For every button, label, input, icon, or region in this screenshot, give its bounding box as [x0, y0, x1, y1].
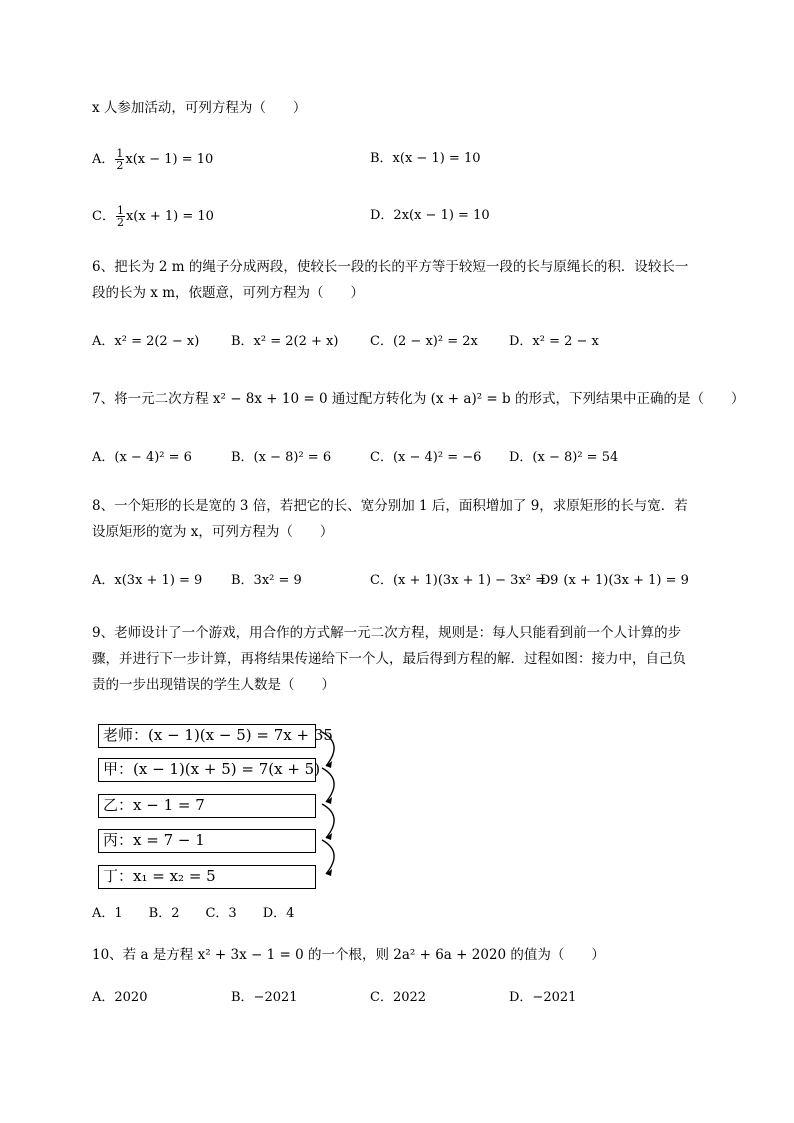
q6-line-2: 段的长为 x m，依题意，可列方程为（ ） [92, 285, 364, 301]
q9-line-3: 责的一步出现错误的学生人数是（ ） [92, 677, 335, 693]
q7-option-a: A．(x − 4)² = 6 [92, 450, 192, 465]
q6-option-a: A．x² = 2(2 − x) [92, 334, 200, 349]
q10-line-1: 10、若 a 是方程 x² + 3x − 1 = 0 的一个根，则 2a² + 6a + 2020 的值为（ ） [92, 947, 605, 963]
relay-arrow-4 [322, 840, 334, 874]
relay-arrow-1 [322, 732, 334, 766]
relay-arrow-3 [322, 804, 334, 838]
q8-line-1: 8、一个矩形的长是宽的 3 倍，若把它的长、宽分别加 1 后，面积增加了 9，求原矩形的长与宽．若 [92, 498, 688, 514]
q5-c-fraction: $\frac{1}{2}$ [116, 204, 124, 229]
relay-step-teacher: 老师：(x − 1)(x − 5) = 7x + 35 [98, 724, 316, 748]
q10-option-d: D．−2021 [509, 990, 577, 1005]
relay-arrow-2 [322, 768, 334, 802]
q9-line-1: 9、老师设计了一个游戏，用合作的方式解一元二次方程，规则是：每人只能看到前一个人计算的步 [92, 625, 682, 641]
q6-option-d: D．x² = 2 − x [509, 334, 599, 349]
relay-arrows [318, 724, 354, 894]
q9-options: A．1 B．2 C．3 D．4 [92, 906, 295, 921]
q8-option-d: D．(x + 1)(3x + 1) = 9 [540, 573, 689, 588]
relay-step-bing: 丙：x = 7 − 1 [98, 829, 316, 853]
q7-option-c: C．(x − 4)² = −6 [370, 450, 482, 465]
relay-step-ding: 丁：x₁ = x₂ = 5 [98, 865, 316, 889]
q6-option-c: C．(2 − x)² = 2x [370, 334, 478, 349]
q8-option-c: C．(x + 1)(3x + 1) − 3x² = 9 [370, 573, 559, 588]
relay-step-yi: 乙：x − 1 = 7 [98, 794, 316, 818]
q8-option-a: A．x(3x + 1) = 9 [92, 573, 203, 588]
q10-option-a: A．2020 [92, 990, 148, 1005]
q7-option-b: B．(x − 8)² = 6 [231, 450, 332, 465]
q5-option-c: C． $\frac{1}{2}$ x(x + 1) = 10 [92, 204, 214, 229]
q5-stem: x 人参加活动，可列方程为（ ） [92, 100, 307, 116]
q8-option-b: B．3x² = 9 [231, 573, 302, 588]
q5-option-d: D．2x(x − 1) = 10 [370, 208, 490, 223]
q10-option-c: C．2022 [370, 990, 427, 1005]
q9-line-2: 骤，并进行下一步计算，再将结果传递给下一个人，最后得到方程的解．过程如图：接力中，自己负 [92, 651, 686, 667]
relay-step-jia: 甲：(x − 1)(x + 5) = 7(x + 5) [98, 758, 316, 782]
q7-line-1: 7、将一元二次方程 x² − 8x + 10 = 0 通过配方转化为 (x + a)² = b 的形式，下列结果中正确的是（ ） [92, 391, 745, 407]
q6-line-1: 6、把长为 2 m 的绳子分成两段，使较长一段的长的平方等于较短一段的长与原绳长的积．设较长一 [92, 259, 689, 275]
q5-option-a: A． $\frac{1}{2}$ x(x − 1) = 10 [92, 147, 214, 172]
q5-option-b: B．x(x − 1) = 10 [370, 151, 481, 166]
q5-a-fraction: $\frac{1}{2}$ [116, 147, 124, 172]
q6-option-b: B．x² = 2(2 + x) [231, 334, 339, 349]
q10-option-b: B．−2021 [231, 990, 298, 1005]
q7-option-d: D．(x − 8)² = 54 [509, 450, 619, 465]
q8-line-2: 设原矩形的宽为 x，可列方程为（ ） [92, 524, 334, 540]
